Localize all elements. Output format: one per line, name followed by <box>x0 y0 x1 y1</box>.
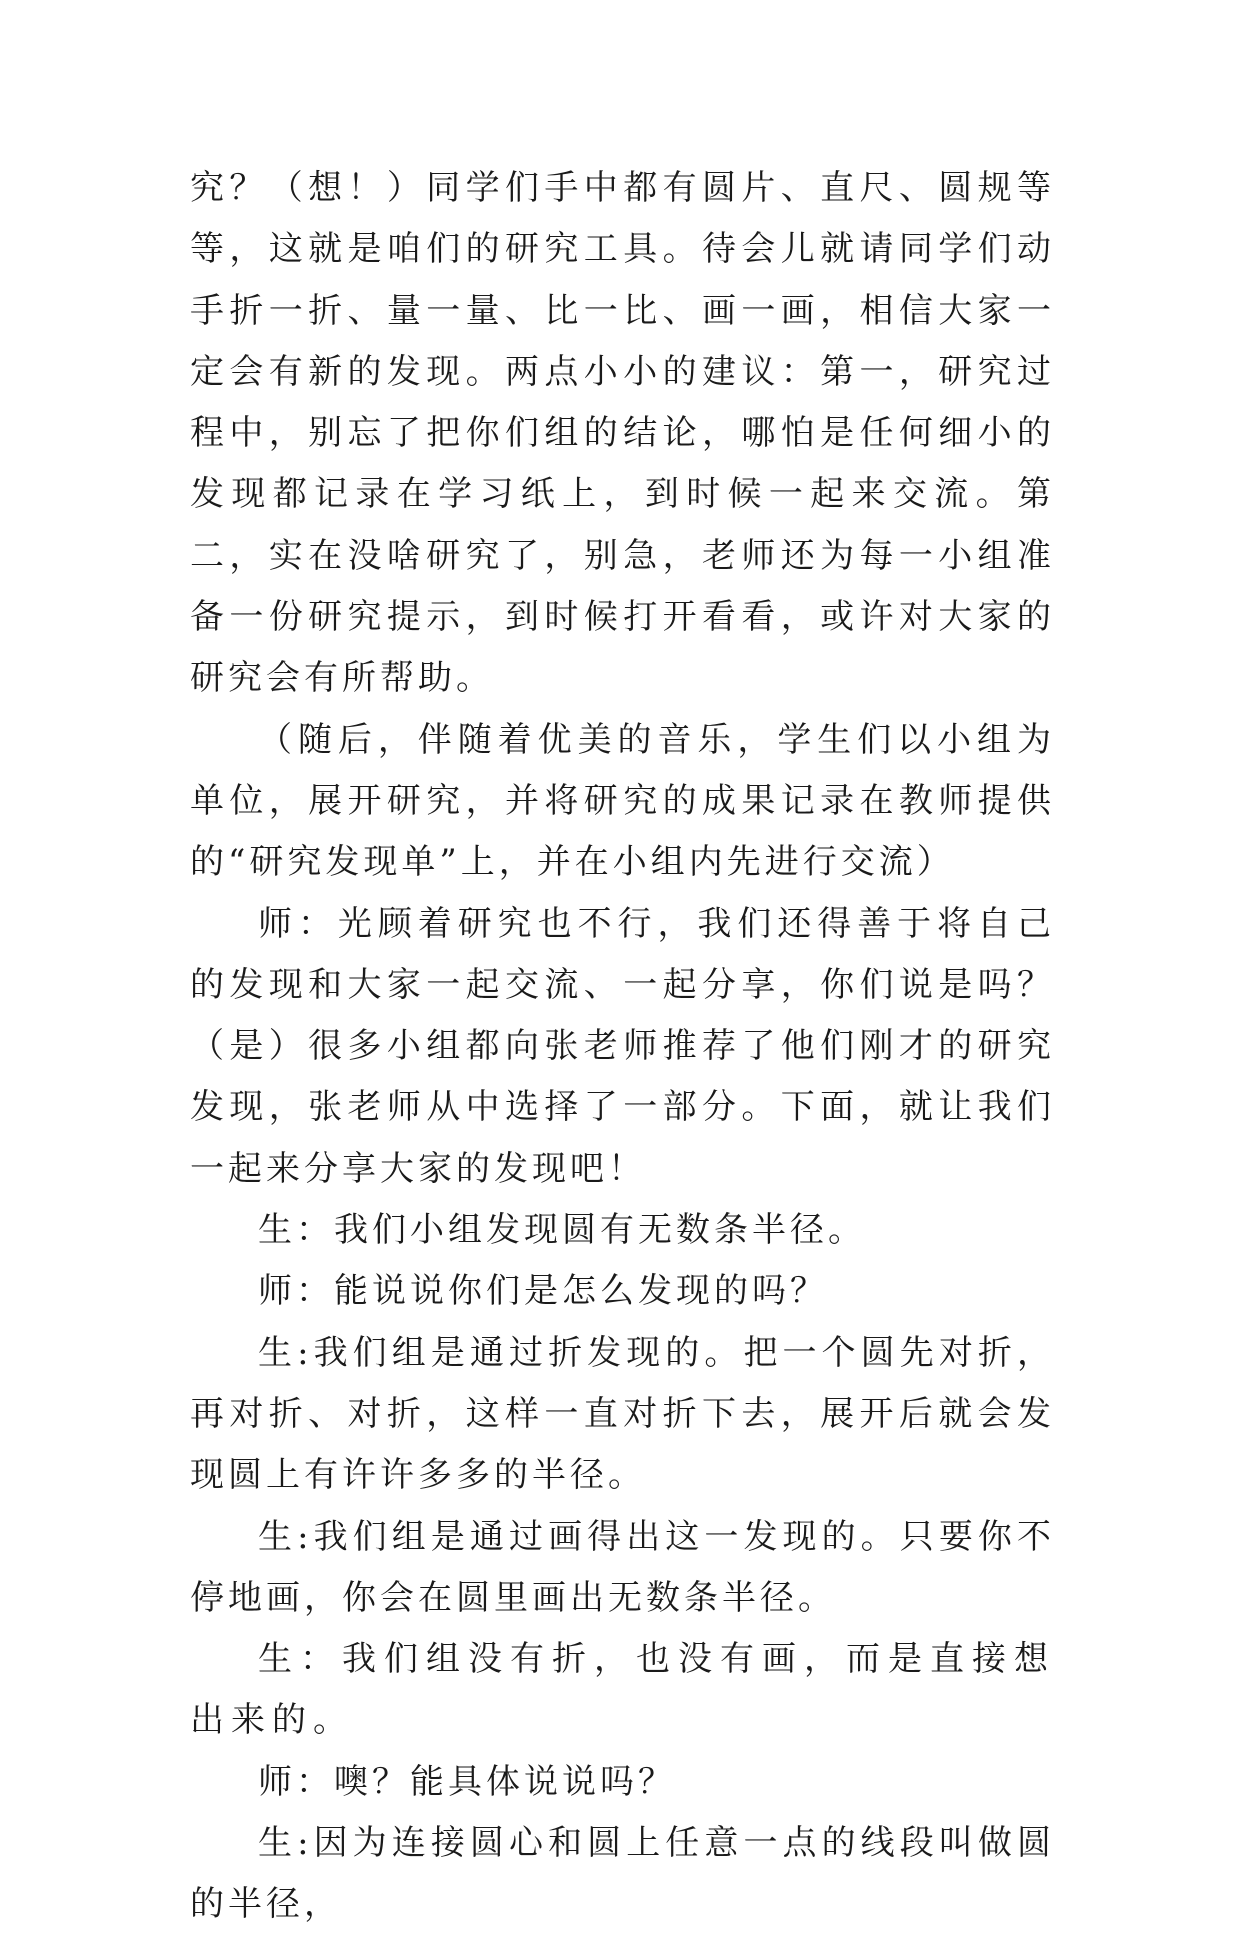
document-body <box>190 158 1055 1936</box>
paragraph-student-because: 生:因为连接圆心和圆上任意一点的线段叫做圆的半径， <box>190 1823 1055 1925</box>
paragraph-intro: 究？（想！）同学们手中都有圆片、直尺、圆规等等，这就是咱们的研究工具。待会儿就请同学们动手折一折、量一量、比一比、画一画，相信大家一定会有新的发现。两点小小的建议：第一，研究过程中，别忘了把你们组的结论，哪怕是任何细小的发现都记录在学习纸上，到时候一起来交流。第二，实在没啥研究了，别急，老师还为每一小组准备一份研究提示，到时候打开看看，或许对大家的研究会有所帮助。 <box>190 168 1055 699</box>
paragraph-student-draw: 生:我们组是通过画得出这一发现的。只要你不停地画，你会在圆里画出无数条半径。 <box>190 1516 1055 1618</box>
paragraph-teacher-oh: 师：噢？能具体说说吗？ <box>258 1761 676 1802</box>
paragraph-student-radius: 生：我们小组发现圆有无数条半径。 <box>258 1210 866 1251</box>
paragraph-teacher-ask: 师：能说说你们是怎么发现的吗？ <box>258 1271 828 1312</box>
paragraph-student-think: 生：我们组没有折，也没有画，而是直接想出来的。 <box>190 1639 1055 1741</box>
paragraph-stage-direction: （随后，伴随着优美的音乐，学生们以小组为单位，展开研究，并将研究的成果记录在教师提供的“研究发现单”上，并在小组内先进行交流） <box>190 719 1055 883</box>
paragraph-student-fold: 生:我们组是通过折发现的。把一个圆先对折，再对折、对折，这样一直对折下去，展开后就会发现圆上有许许多多的半径。 <box>190 1332 1055 1496</box>
paragraph-teacher-share: 师：光顾着研究也不行，我们还得善于将自己的发现和大家一起交流、一起分享，你们说是吗？（是）很多小组都向张老师推荐了他们刚才的研究发现，张老师从中选择了一部分。下面，就让我们一起来分享大家的发现吧！ <box>190 903 1055 1189</box>
